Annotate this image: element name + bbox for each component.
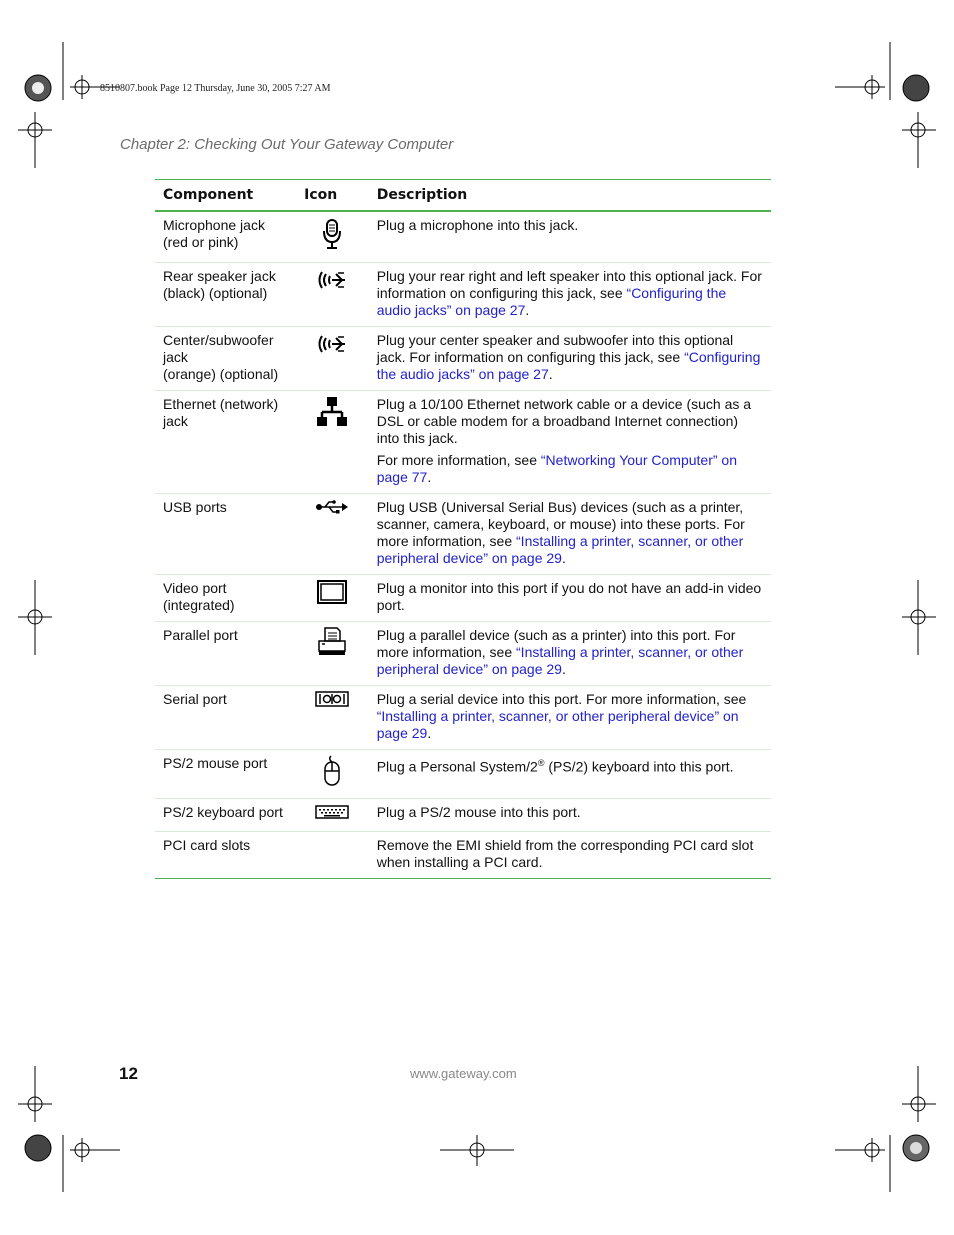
cross-reference-link[interactable]: “Configuring the audio jacks” on page 27 xyxy=(376,285,727,318)
table-row xyxy=(155,799,771,832)
table-row xyxy=(155,494,771,575)
component-name: Parallel port xyxy=(163,627,238,643)
description-text: Plug a 10/100 Ethernet network cable or a device (such as a DSL or cable modem for a broadband Internet connection) into this jack. xyxy=(376,396,752,446)
component-cell xyxy=(155,799,296,832)
keyboard-icon xyxy=(315,804,349,820)
col-header-description: Description xyxy=(369,180,771,212)
component-cell xyxy=(155,391,296,494)
icon-cell xyxy=(296,686,369,750)
description-cell xyxy=(369,263,771,327)
component-name: Microphone jack xyxy=(163,217,265,233)
table-row xyxy=(155,211,771,263)
description-text: Plug USB (Universal Serial Bus) devices (such as a printer, scanner, camera, keyboard, or mouse) into these ports. For more information, see xyxy=(376,499,745,549)
component-name: jack xyxy=(163,349,188,365)
description-cell xyxy=(369,575,771,622)
component-name: (red or pink) xyxy=(163,234,239,250)
component-name: PS/2 mouse port xyxy=(163,755,268,771)
component-cell xyxy=(155,686,296,750)
description-cell xyxy=(369,686,771,750)
col-header-component: Component xyxy=(155,180,296,212)
icon-cell xyxy=(296,494,369,575)
description-text: Plug a monitor into this port if you do not have an add-in video port. xyxy=(376,580,762,613)
icon-cell xyxy=(296,211,369,263)
cross-reference-link[interactable]: “Networking Your Computer” on page 77 xyxy=(376,452,737,485)
table-row xyxy=(155,832,771,879)
description-text: Plug a PS/2 mouse into this port. xyxy=(376,804,581,820)
description-text: Plug your rear right and left speaker into this optional jack. For information on configuring this jack, see xyxy=(376,268,762,301)
component-cell xyxy=(155,750,296,799)
icon-cell xyxy=(296,263,369,327)
footer-url[interactable]: www.gateway.com xyxy=(410,1066,517,1081)
table-row xyxy=(155,391,771,494)
chapter-header: Chapter 2: Checking Out Your Gateway Computer xyxy=(120,136,454,153)
table-row xyxy=(155,750,771,799)
component-name: (orange) (optional) xyxy=(163,366,279,382)
cross-reference-link[interactable]: “Installing a printer, scanner, or other peripheral device” on page 29 xyxy=(376,533,744,566)
component-cell xyxy=(155,327,296,391)
component-cell xyxy=(155,575,296,622)
speaker-jack-icon xyxy=(316,268,348,292)
description-cell xyxy=(369,622,771,686)
table-row xyxy=(155,622,771,686)
components-table xyxy=(155,179,771,879)
description-cell xyxy=(369,494,771,575)
description-text: . xyxy=(525,302,530,318)
component-name: (integrated) xyxy=(163,597,235,613)
table-row xyxy=(155,263,771,327)
mouse-icon xyxy=(322,755,342,787)
description-cell xyxy=(369,799,771,832)
description-text: Plug a microphone into this jack. xyxy=(376,217,579,233)
speaker-jack-icon xyxy=(316,332,348,356)
component-cell xyxy=(155,622,296,686)
component-cell xyxy=(155,263,296,327)
component-cell xyxy=(155,494,296,575)
description-cell xyxy=(369,211,771,263)
usb-icon xyxy=(315,499,349,515)
description-text: Plug a Personal System/2 xyxy=(376,758,538,775)
component-name: Video port xyxy=(163,580,227,596)
component-name: PS/2 keyboard port xyxy=(163,804,283,820)
description-cell xyxy=(369,391,771,494)
icon-cell xyxy=(296,832,369,879)
description-text: . xyxy=(548,366,553,382)
icon-cell xyxy=(296,750,369,799)
serial-port-icon xyxy=(315,691,349,707)
description-cell xyxy=(369,832,771,879)
description-paragraph xyxy=(377,452,763,486)
component-name: Serial port xyxy=(163,691,227,707)
col-header-icon: Icon xyxy=(296,180,369,212)
cross-reference-link[interactable]: “Installing a printer, scanner, or other peripheral device” on page 29 xyxy=(376,708,739,741)
description-text: . xyxy=(427,469,432,485)
icon-cell xyxy=(296,327,369,391)
monitor-icon xyxy=(317,580,347,604)
description-cell xyxy=(369,327,771,391)
description-text: Plug a parallel device (such as a printer) into this port. For more information, see xyxy=(376,627,736,660)
page-number: 12 xyxy=(119,1064,138,1083)
network-icon xyxy=(316,396,348,428)
component-name: (black) (optional) xyxy=(163,285,268,301)
cross-reference-link[interactable]: “Installing a printer, scanner, or other peripheral device” on page 29 xyxy=(376,644,744,677)
description-text: Remove the EMI shield from the corresponding PCI card slot when installing a PCI card. xyxy=(376,837,754,870)
description-text: . xyxy=(561,550,566,566)
table-header-row xyxy=(155,180,771,212)
registered-mark: ® xyxy=(537,758,545,768)
icon-cell xyxy=(296,799,369,832)
component-name: USB ports xyxy=(163,499,227,515)
description-text: . xyxy=(427,725,432,741)
microphone-icon xyxy=(319,217,345,251)
component-name: Center/subwoofer xyxy=(163,332,274,348)
description-text: . xyxy=(561,661,566,677)
description-text: (PS/2) keyboard into this port. xyxy=(544,758,734,775)
description-cell xyxy=(369,750,771,799)
component-name: jack xyxy=(163,413,188,429)
cross-reference-link[interactable]: “Configuring the audio jacks” on page 27 xyxy=(376,349,761,382)
print-slug: 8510807.book Page 12 Thursday, June 30, 2005 7:27 AM xyxy=(100,83,331,94)
description-text: For more information, see xyxy=(376,452,541,468)
table-row xyxy=(155,575,771,622)
component-cell xyxy=(155,211,296,263)
description-text: Plug your center speaker and subwoofer into this optional jack. For information on configuring this jack, see xyxy=(376,332,734,365)
icon-cell xyxy=(296,622,369,686)
component-name: PCI card slots xyxy=(163,837,251,853)
table-row xyxy=(155,327,771,391)
description-text: Plug a serial device into this port. For more information, see xyxy=(376,691,747,707)
icon-cell xyxy=(296,575,369,622)
icon-cell xyxy=(296,391,369,494)
printer-icon xyxy=(316,627,348,657)
component-name: Ethernet (network) xyxy=(163,396,279,412)
component-cell xyxy=(155,832,296,879)
table-row xyxy=(155,686,771,750)
component-name: Rear speaker jack xyxy=(163,268,276,284)
